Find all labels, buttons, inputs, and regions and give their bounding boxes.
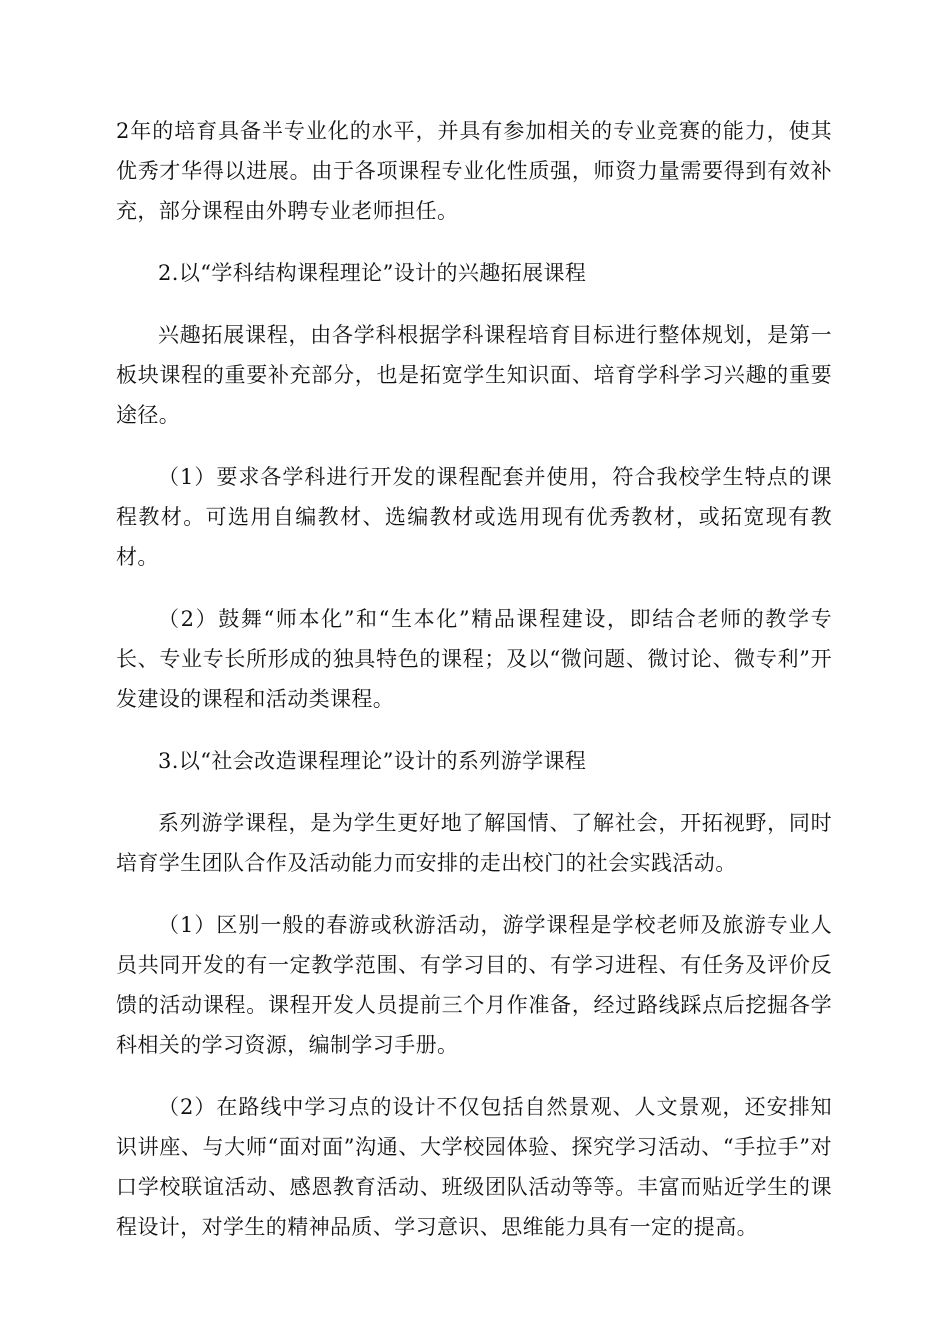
paragraph-tour-item-2: （2）在路线中学习点的设计不仅包括自然景观、人文景观，还安排知识讲座、与大师“面对面”沟通、大学校园体验、探究学习活动、“手拉手”对口学校联谊活动、感恩教育活动、班级团队活动等等。丰富而贴近学生的课程设计，对学生的精神品质、学习意识、思维能力具有一定的提高。	[116, 1095, 832, 1239]
document-body	[116, 111, 832, 1269]
paragraph-continuation: 2年的培育具备半专业化的水平，并具有参加相关的专业竞赛的能力，使其优秀才华得以进展。由于各项课程专业化性质强，师资力量需要得到有效补充，部分课程由外聘专业老师担任。	[116, 119, 832, 223]
paragraph-interest-courses: 兴趣拓展课程，由各学科根据学科课程培育目标进行整体规划，是第一板块课程的重要补充部分，也是拓宽学生知识面、培育学科学习兴趣的重要途径。	[116, 323, 832, 427]
paragraph-item-2: （2）鼓舞“师本化”和“生本化”精品课程建设，即结合老师的教学专长、专业专长所形成的独具特色的课程；及以“微问题、微讨论、微专利”开发建设的课程和活动类课程。	[116, 607, 832, 711]
paragraph-tour-item-1: （1）区别一般的春游或秋游活动，游学课程是学校老师及旅游专业人员共同开发的有一定教学范围、有学习目的、有学习进程、有任务及评价反馈的活动课程。课程开发人员提前三个月作准备，经过路线踩点后挖掘各学科相关的学习资源，编制学习手册。	[116, 913, 832, 1057]
paragraph-item-1: （1）要求各学科进行开发的课程配套并使用，符合我校学生特点的课程教材。可选用自编教材、选编教材或选用现有优秀教材，或拓宽现有教材。	[116, 465, 832, 569]
section-heading-2: 2.以“学科结构课程理论”设计的兴趣拓展课程	[158, 261, 587, 285]
paragraph-study-tour: 系列游学课程，是为学生更好地了解国情、了解社会，开拓视野，同时培育学生团队合作及活动能力而安排的走出校门的社会实践活动。	[116, 811, 832, 875]
section-heading-3: 3.以“社会改造课程理论”设计的系列游学课程	[158, 749, 587, 773]
